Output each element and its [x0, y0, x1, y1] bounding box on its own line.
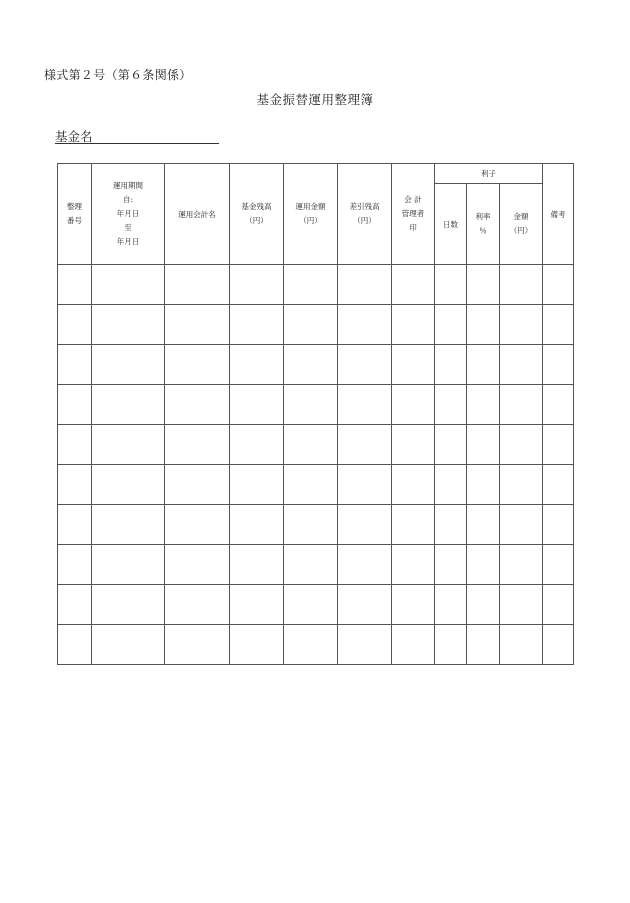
table-cell[interactable]	[543, 505, 574, 545]
table-cell[interactable]	[543, 625, 574, 665]
table-cell[interactable]	[435, 345, 467, 385]
table-cell[interactable]	[230, 585, 284, 625]
table-row	[58, 625, 574, 665]
table-cell[interactable]	[92, 305, 165, 345]
header-remarks: 備考	[543, 164, 574, 265]
table-cell[interactable]	[392, 385, 435, 425]
table-cell[interactable]	[467, 385, 500, 425]
header-interest-amount: 金額 （円）	[500, 184, 543, 265]
table-cell[interactable]	[230, 465, 284, 505]
table-cell[interactable]	[543, 305, 574, 345]
period-from: 自:	[122, 195, 134, 204]
table-cell[interactable]	[230, 505, 284, 545]
table-cell[interactable]	[284, 465, 338, 505]
table-cell[interactable]	[338, 625, 392, 665]
table-cell[interactable]	[230, 305, 284, 345]
table-cell[interactable]	[392, 625, 435, 665]
header-net-balance: 差引残高 （円）	[338, 164, 392, 265]
table-cell[interactable]	[58, 265, 92, 305]
form-number: 様式第２号（第６条関係）	[44, 68, 192, 82]
table-cell[interactable]	[284, 265, 338, 305]
table-row	[58, 585, 574, 625]
fund-name-field	[55, 126, 219, 144]
table-cell[interactable]	[467, 505, 500, 545]
table-cell[interactable]	[435, 305, 467, 345]
table-cell[interactable]	[230, 385, 284, 425]
header-interest: 利子	[435, 164, 543, 184]
table-cell[interactable]	[543, 265, 574, 305]
table-cell[interactable]	[500, 305, 543, 345]
table-cell[interactable]	[165, 385, 230, 425]
table-cell[interactable]	[500, 345, 543, 385]
table-cell[interactable]	[92, 505, 165, 545]
table-cell[interactable]	[467, 465, 500, 505]
header-account-name: 運用会計名	[165, 164, 230, 265]
table-cell[interactable]	[392, 265, 435, 305]
table-cell[interactable]	[284, 345, 338, 385]
table-cell[interactable]	[165, 345, 230, 385]
table-cell[interactable]	[284, 425, 338, 465]
table-cell[interactable]	[92, 465, 165, 505]
table-cell[interactable]	[435, 265, 467, 305]
table-cell[interactable]	[284, 545, 338, 585]
table-cell[interactable]	[92, 265, 165, 305]
table-cell[interactable]	[165, 505, 230, 545]
table-cell[interactable]	[58, 545, 92, 585]
table-cell[interactable]	[92, 545, 165, 585]
table-cell[interactable]	[338, 305, 392, 345]
table-cell[interactable]	[392, 585, 435, 625]
header-number: 整理 番号	[58, 164, 92, 265]
table-cell[interactable]	[543, 385, 574, 425]
table-cell[interactable]	[58, 385, 92, 425]
table-cell[interactable]	[230, 545, 284, 585]
table-cell[interactable]	[392, 465, 435, 505]
header-manager-seal: 会 計 管理者 印	[392, 164, 435, 265]
table-cell[interactable]	[338, 345, 392, 385]
table-cell[interactable]	[543, 545, 574, 585]
table-cell[interactable]	[165, 265, 230, 305]
table-cell[interactable]	[435, 385, 467, 425]
table-cell[interactable]	[92, 425, 165, 465]
table-cell[interactable]	[58, 425, 92, 465]
table-cell[interactable]	[435, 465, 467, 505]
header-interest-days: 日数	[435, 184, 467, 265]
table-cell[interactable]	[165, 465, 230, 505]
table-cell[interactable]	[58, 345, 92, 385]
table-cell[interactable]	[392, 305, 435, 345]
table-cell[interactable]	[230, 265, 284, 305]
table-cell[interactable]	[392, 545, 435, 585]
table-cell[interactable]	[338, 385, 392, 425]
table-cell[interactable]	[500, 425, 543, 465]
table-cell[interactable]	[435, 505, 467, 545]
table-cell[interactable]	[165, 425, 230, 465]
table-cell[interactable]	[284, 625, 338, 665]
table-cell[interactable]	[543, 585, 574, 625]
table-cell[interactable]	[392, 345, 435, 385]
table-cell[interactable]	[165, 545, 230, 585]
header-operation-amount: 運用金額 （円）	[284, 164, 338, 265]
table-row	[58, 465, 574, 505]
table-cell[interactable]	[500, 505, 543, 545]
table-cell[interactable]	[338, 585, 392, 625]
table-cell[interactable]	[435, 425, 467, 465]
table-cell[interactable]	[92, 585, 165, 625]
table-cell[interactable]	[230, 345, 284, 385]
table-cell[interactable]	[435, 585, 467, 625]
table-row	[58, 505, 574, 545]
period-to-date: 年月日	[116, 237, 140, 246]
header-fund-balance: 基金残高 （円）	[230, 164, 284, 265]
table-row	[58, 545, 574, 585]
fund-name-label: 基金名	[55, 129, 93, 144]
period-from-date: 年月日	[116, 209, 140, 218]
table-cell[interactable]	[284, 385, 338, 425]
table-row	[58, 345, 574, 385]
table-cell[interactable]	[284, 305, 338, 345]
table-cell[interactable]	[392, 425, 435, 465]
table-cell[interactable]	[500, 465, 543, 505]
table-cell[interactable]	[435, 625, 467, 665]
period-to: 至	[124, 223, 132, 232]
header-interest-rate: 利率 ％	[467, 184, 500, 265]
table-cell[interactable]	[338, 425, 392, 465]
table-cell[interactable]	[165, 305, 230, 345]
table-cell[interactable]	[500, 385, 543, 425]
document-title: 基金振替運用整理簿	[256, 92, 374, 107]
table-cell[interactable]	[467, 265, 500, 305]
table-cell[interactable]	[500, 585, 543, 625]
table-cell[interactable]	[284, 585, 338, 625]
table-cell[interactable]	[467, 305, 500, 345]
table-cell[interactable]	[467, 425, 500, 465]
ledger-body	[58, 265, 574, 665]
table-cell[interactable]	[500, 265, 543, 305]
table-cell[interactable]	[230, 425, 284, 465]
table-cell[interactable]	[338, 505, 392, 545]
table-cell[interactable]	[58, 305, 92, 345]
table-cell[interactable]	[500, 625, 543, 665]
table-cell[interactable]	[284, 505, 338, 545]
table-row	[58, 385, 574, 425]
table-cell[interactable]	[230, 625, 284, 665]
table-cell[interactable]	[467, 545, 500, 585]
table-row	[58, 305, 574, 345]
table-cell[interactable]	[58, 465, 92, 505]
header-period	[92, 164, 165, 265]
table-cell[interactable]	[543, 425, 574, 465]
table-cell[interactable]	[338, 465, 392, 505]
table-cell[interactable]	[92, 625, 165, 665]
table-cell[interactable]	[165, 585, 230, 625]
table-cell[interactable]	[58, 585, 92, 625]
ledger-table	[57, 163, 574, 665]
table-cell[interactable]	[500, 545, 543, 585]
table-cell[interactable]	[467, 625, 500, 665]
table-cell[interactable]	[165, 625, 230, 665]
table-cell[interactable]	[392, 505, 435, 545]
table-cell[interactable]	[543, 345, 574, 385]
table-cell[interactable]	[92, 345, 165, 385]
table-cell[interactable]	[467, 345, 500, 385]
table-cell[interactable]	[338, 265, 392, 305]
table-cell[interactable]	[92, 385, 165, 425]
table-cell[interactable]	[467, 585, 500, 625]
period-title: 運用期間	[113, 181, 143, 190]
table-cell[interactable]	[435, 545, 467, 585]
table-cell[interactable]	[58, 505, 92, 545]
table-cell[interactable]	[338, 545, 392, 585]
table-cell[interactable]	[58, 625, 92, 665]
table-row	[58, 425, 574, 465]
table-row	[58, 265, 574, 305]
table-cell[interactable]	[543, 465, 574, 505]
